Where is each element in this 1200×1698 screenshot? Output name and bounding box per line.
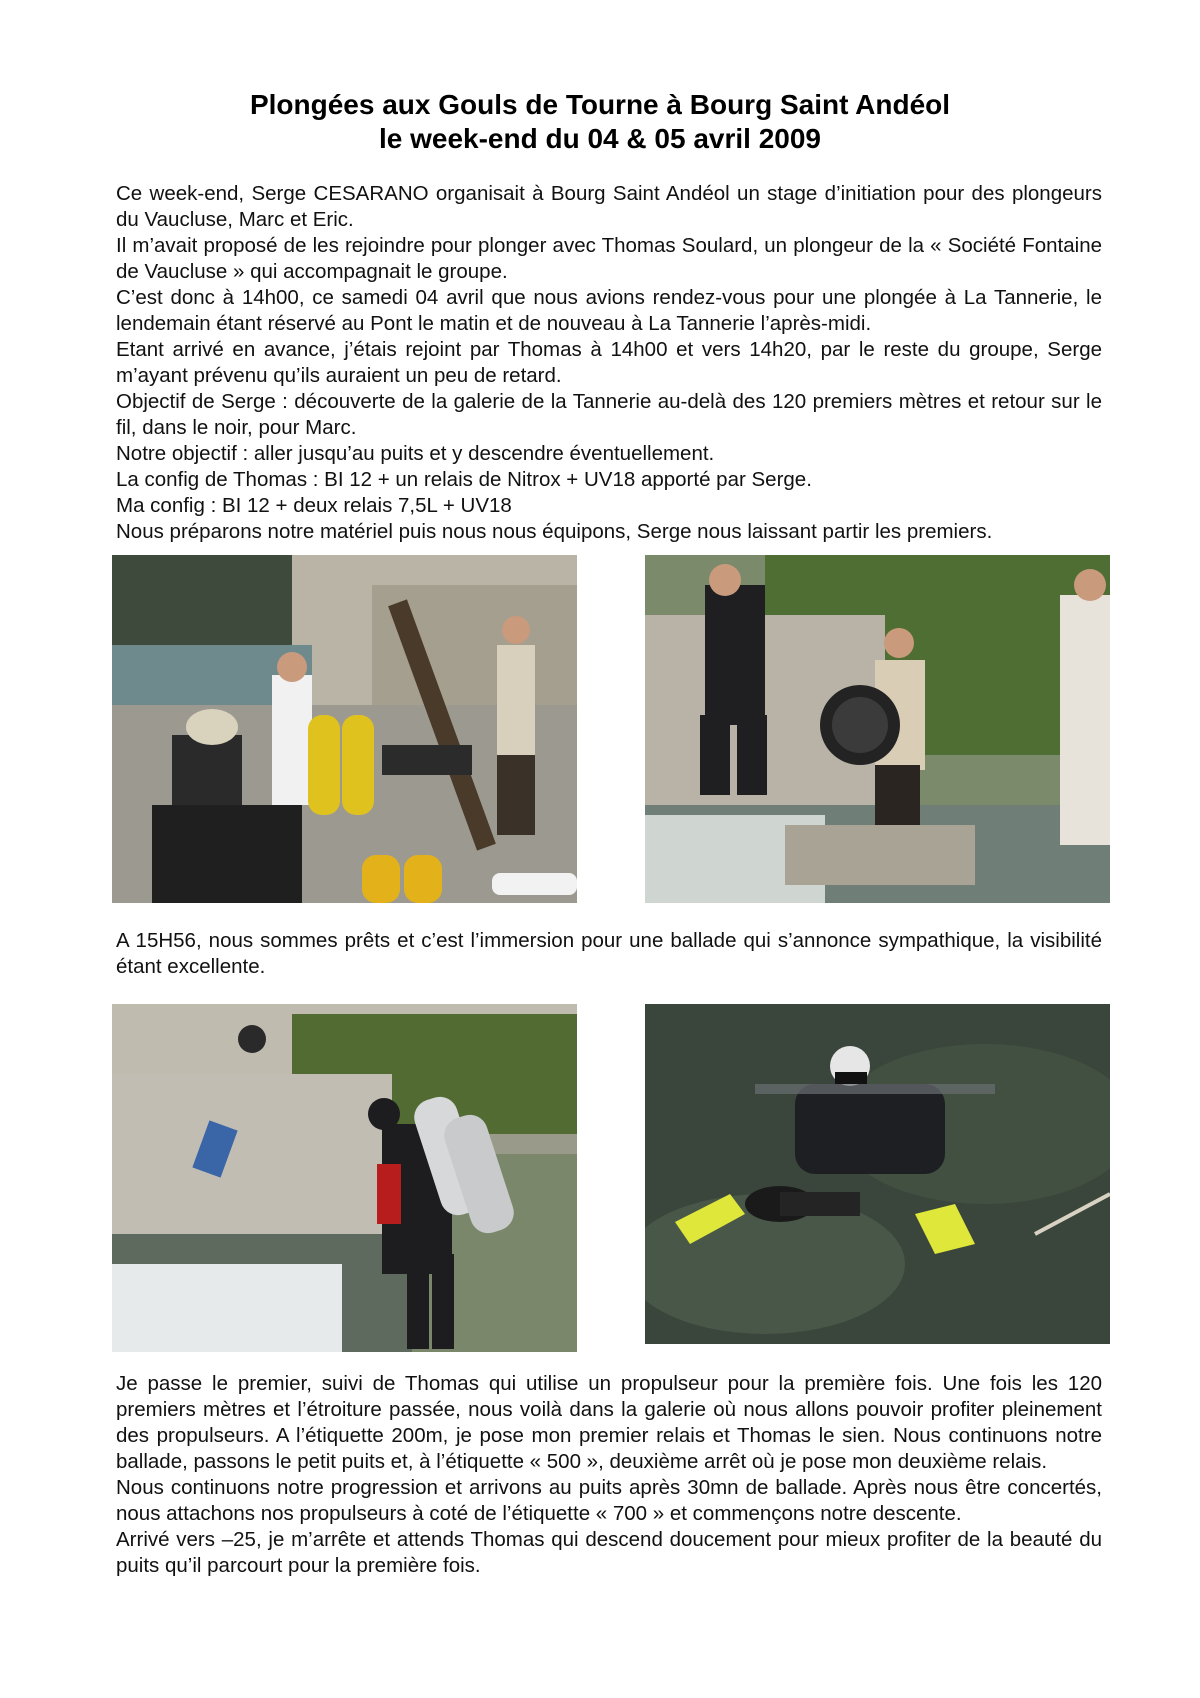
paragraph: Arrivé vers –25, je m’arrête et attends Thomas qui descend doucement pour mieux profiter de la beauté du puits qu’il parcourt pour la première fois.	[116, 1528, 1102, 1577]
paragraph: Etant arrivé en avance, j’étais rejoint par Thomas à 14h00 et vers 14h20, par le reste du groupe, Serge m’ayant prévenu qu’ils auraient un peu de retard.	[116, 338, 1102, 387]
paragraph: A 15H56, nous sommes prêts et c’est l’immersion pour une ballade qui s’annonce sympathique, la visibilité étant excellente.	[116, 929, 1102, 978]
paragraph: Il m’avait proposé de les rejoindre pour plonger avec Thomas Soulard, un plongeur de la « Société Fontaine de Vaucluse » qui accompagnait le groupe.	[116, 234, 1102, 283]
paragraph: Notre objectif : aller jusqu’au puits et y descendre éventuellement.	[116, 442, 715, 465]
paragraph: La config de Thomas : BI 12 + un relais de Nitrox + UV18 apporté par Serge.	[116, 468, 812, 491]
photo-divers-with-scooter	[645, 555, 1110, 903]
paragraph: Ce week-end, Serge CESARANO organisait à Bourg Saint Andéol un stage d’initiation pour des plongeurs du Vaucluse, Marc et Eric.	[116, 182, 1102, 231]
photo-diver-entering-water	[112, 1004, 577, 1352]
photo-divers-preparing-tanks	[112, 555, 577, 903]
paragraph: Nous continuons notre progression et arrivons au puits après 30mn de ballade. Après nous être concertés, nous attachons nos propulseurs à coté de l’étiquette « 700 » et commençons notre descente.	[116, 1476, 1102, 1525]
paragraph: Objectif de Serge : découverte de la galerie de la Tannerie au-delà des 120 premiers mètres et retour sur le fil, dans le noir, pour Marc.	[116, 390, 1102, 439]
paragraph: Ma config : BI 12 + deux relais 7,5L + UV18	[116, 494, 512, 517]
mid-text	[116, 928, 1102, 980]
paragraph: Nous préparons notre matériel puis nous nous équipons, Serge nous laissant partir les premiers.	[116, 520, 993, 543]
photo-diver-in-clear-water	[645, 1004, 1110, 1344]
bottom-text	[116, 1371, 1102, 1579]
document-title-line-2: le week-end du 04 & 05 avril 2009	[378, 123, 821, 154]
paragraph: C’est donc à 14h00, ce samedi 04 avril que nous avions rendez-vous pour une plongée à La Tannerie, le lendemain étant réservé au Pont le matin et de nouveau à La Tannerie l’après-midi.	[116, 286, 1102, 335]
paragraph: Je passe le premier, suivi de Thomas qui utilise un propulseur pour la première fois. Une fois les 120 premiers mètres et l’étroiture passée, nous voilà dans la galerie où nous allons pouvoir profiter pleinement des propulseurs. A l’étiquette 200m, je pose mon premier relais et Thomas le sien. Nous continuons notre ballade, passons le petit puits et, à l’étiquette « 500 », deuxième arrêt où je pose mon deuxième relais.	[116, 1372, 1102, 1473]
intro-text	[116, 181, 1102, 545]
document-title-line-1: Plongées aux Gouls de Tourne à Bourg Saint Andéol	[249, 89, 951, 120]
